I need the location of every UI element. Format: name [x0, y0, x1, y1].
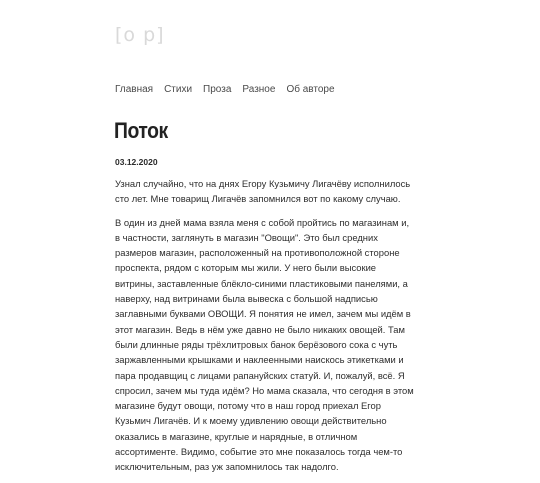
nav-item-poems[interactable]: Стихи — [164, 84, 193, 95]
nav-item-home[interactable]: Главная — [115, 84, 154, 95]
nav-item-prose[interactable]: Проза — [203, 84, 232, 95]
post-date[interactable]: 03.12.2020 — [115, 157, 158, 167]
post-paragraph-intro: Узнал случайно, что на днях Егору Кузьмичу Лигачёву исполнилось сто лет. Мне товарищ Лигачёв запомнился вот по какому случаю. — [115, 178, 411, 205]
site-logo[interactable]: [o p] — [115, 24, 165, 46]
main-nav — [115, 84, 346, 95]
page-title: Поток — [114, 118, 168, 143]
post-paragraph-story: В один из дней мама взяла меня с собой пройтись по магазинам и, в частности, заглянуть в магазин "Овощи". Это был средних размеров магазин, расположенный на противоположной стороне проспекта, рядом с которым мы жили. У него были высокие витрины, заставленные блёкло-синими пластиковыми панелями, а наверху, над витринами была вывеска с большой надписью заглавными буквами ОВОЩИ. Я понятия не имел, зачем мы идём в этот магазин. Ведь в нём уже давно не было никаких овощей. Там были длинные ряды трёхлитровых банок берёзового сока с чуть заржавленными крышками и наклеенными наискось этикетками и пара продавщиц с лицами рапануйских статуй. И, пожалуй, всё. Я спросил, зачем мы туда идём? Но мама сказала, что сегодня в этом магазине будут овощи, потому что в наш город приехал Егор Кузьмич Лигачёв. И к моему удивлению овощи действительно оказались в магазине, круглые и нарядные, в отличном ассортименте. Видимо, событие это мне показалось тогда чем-то исключительным, раз уж запомнилось так надолго. — [115, 216, 414, 473]
nav-item-about[interactable]: Об авторе — [286, 84, 335, 95]
post-body — [115, 176, 415, 483]
nav-item-misc[interactable]: Разное — [242, 84, 276, 95]
